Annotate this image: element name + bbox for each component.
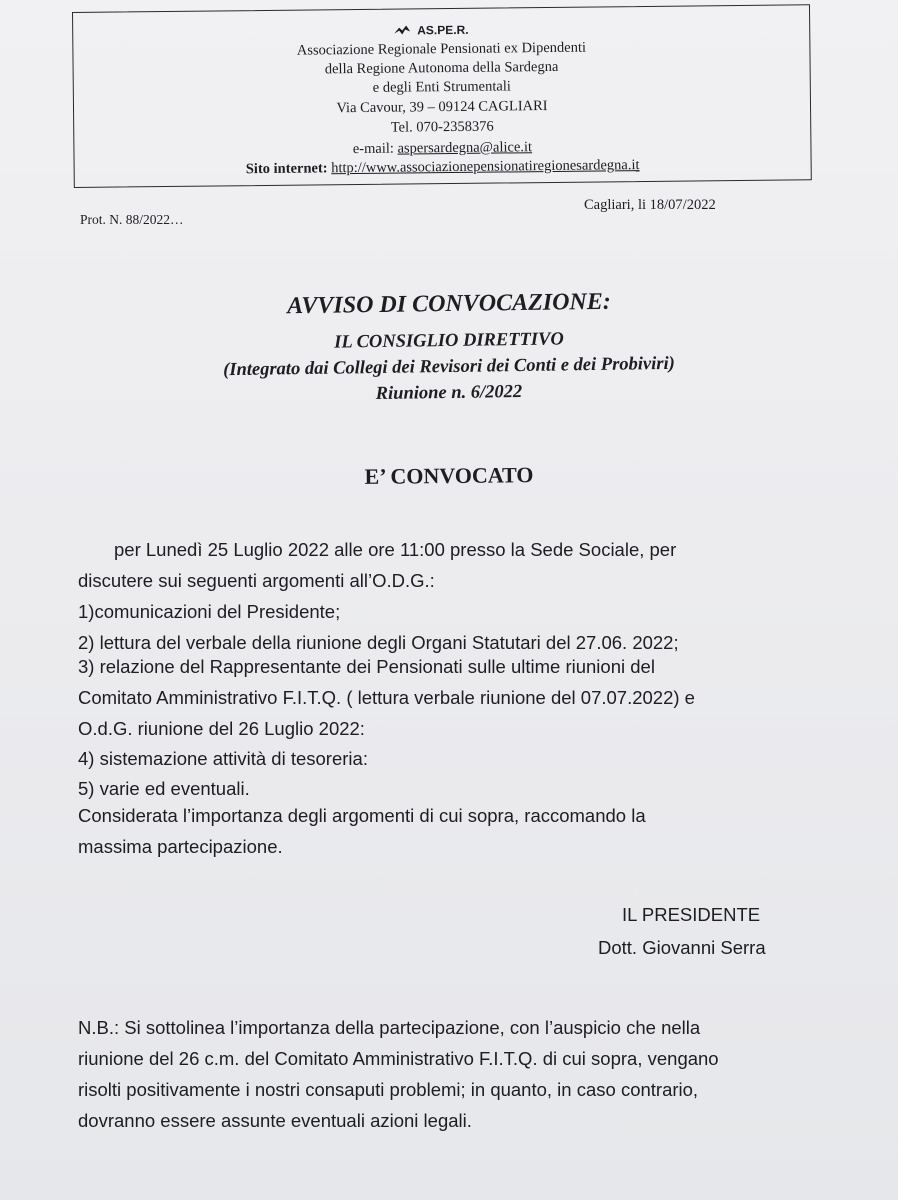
protocol-number: Prot. N. 88/2022… bbox=[80, 212, 184, 227]
closing-paragraph-line-1: Considerata l’importanza degli argomenti di cui sopra, raccomando la bbox=[78, 805, 646, 826]
website-link[interactable]: http://www.associazionepensionatiregionesardegna.it bbox=[331, 157, 640, 177]
letterhead-box bbox=[72, 4, 812, 188]
agenda-item-1: 1)comunicazioni del Presidente; bbox=[78, 601, 341, 622]
association-address: Via Cavour, 39 – 09124 CAGLIARI bbox=[336, 98, 548, 117]
agenda-line-2: discutere sui seguenti argomenti all’O.D.G.: bbox=[78, 570, 435, 591]
agenda-line-1: per Lunedì 25 Luglio 2022 alle ore 11:00 presso la Sede Sociale, per bbox=[114, 539, 677, 560]
logo-icon bbox=[393, 24, 411, 36]
note-line-4: dovranno essere assunte eventuali azioni legali. bbox=[78, 1110, 472, 1131]
notice-title: AVVISO DI CONVOCAZIONE: bbox=[287, 288, 611, 320]
logo-text: AS.PE.R. bbox=[417, 22, 469, 38]
note-line-2: riunione del 26 c.m. del Comitato Amministrativo F.I.T.Q. di cui sopra, vengano bbox=[78, 1048, 719, 1069]
notice-meeting-number: Riunione n. 6/2022 bbox=[375, 381, 523, 405]
note-line-1: N.B.: Si sottolinea l’importanza della partecipazione, con l’auspicio che nella bbox=[78, 1017, 701, 1038]
association-name-line-3: e degli Enti Strumentali bbox=[372, 78, 511, 96]
signature-name: Dott. Giovanni Serra bbox=[598, 937, 766, 958]
email-link[interactable]: aspersardegna@alice.it bbox=[397, 139, 533, 157]
website-label: Sito internet: bbox=[245, 160, 328, 178]
association-name-line-2: della Regione Autonoma della Sardegna bbox=[324, 58, 559, 78]
agenda-item-3-cont-1: Comitato Amministrativo F.I.T.Q. ( lettura verbale riunione del 07.07.2022) e bbox=[78, 687, 695, 708]
agenda-item-3-cont-2: O.d.G. riunione del 26 Luglio 2022: bbox=[78, 718, 365, 739]
notice-subtitle-council: IL CONSIGLIO DIRETTIVO bbox=[334, 329, 564, 353]
closing-paragraph-line-2: massima partecipazione. bbox=[78, 836, 283, 857]
agenda-item-5: 5) varie ed eventuali. bbox=[78, 778, 250, 799]
signature-role: IL PRESIDENTE bbox=[622, 904, 761, 925]
convocation-heading: E’ CONVOCATO bbox=[364, 462, 534, 489]
association-phone: Tel. 070-2358376 bbox=[390, 118, 494, 136]
association-name-line-1: Associazione Regionale Pensionati ex Dipendenti bbox=[296, 39, 587, 59]
notice-subtitle-integration: (Integrato dai Collegi dei Revisori dei Conti e dei Probiviri) bbox=[223, 353, 675, 381]
letterhead-logo bbox=[393, 23, 469, 38]
email-label: e-mail: bbox=[352, 140, 394, 158]
agenda-item-2: 2) lettura del verbale della riunione degli Organi Statutari del 27.06. 2022; bbox=[78, 632, 679, 653]
agenda-item-4: 4) sistemazione attività di tesoreria: bbox=[78, 748, 368, 769]
place-date: Cagliari, li 18/07/2022 bbox=[584, 197, 716, 213]
note-line-3: risolti positivamente i nostri consaputi problemi; in quanto, in caso contrario, bbox=[78, 1079, 699, 1100]
agenda-item-3: 3) relazione del Rappresentante dei Pensionati sulle ultime riunioni del bbox=[78, 656, 655, 677]
